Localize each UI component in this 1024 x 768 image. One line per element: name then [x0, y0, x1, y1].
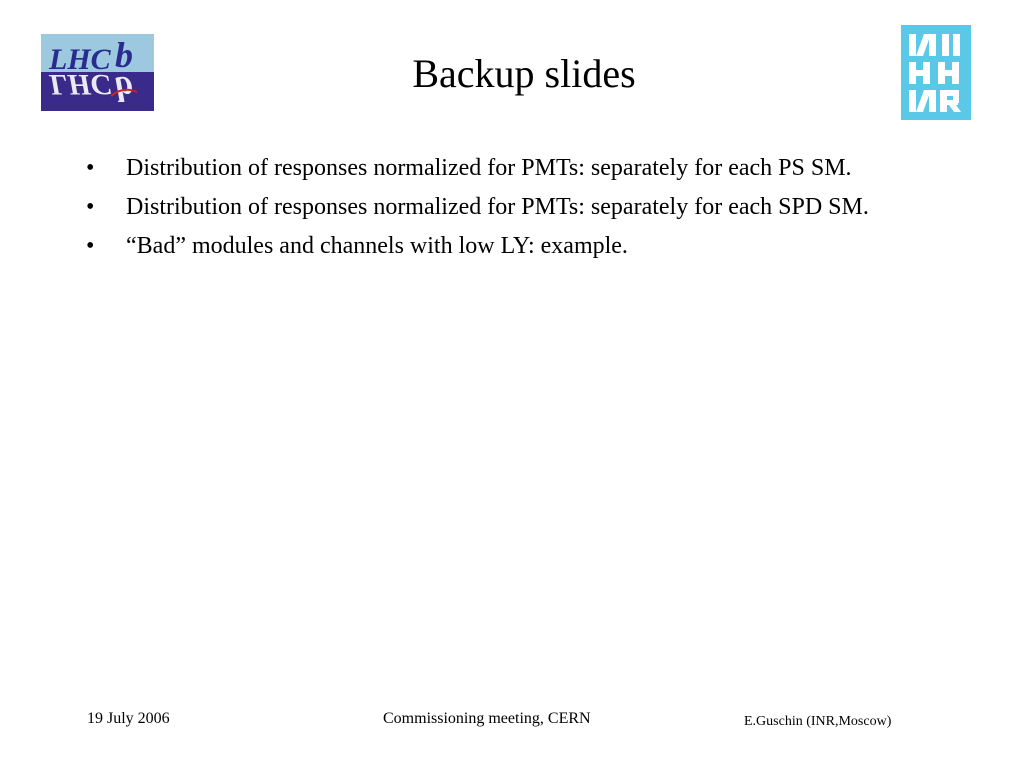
slide-title: Backup slides	[412, 51, 636, 96]
footer-date: 19 July 2006	[87, 710, 170, 727]
footer-author: E.Guschin (INR,Moscow)	[744, 714, 892, 729]
bullet-item	[86, 152, 946, 185]
bullet-text: Distribution of responses normalized for PMTs: separately for each SPD SM.	[126, 194, 869, 220]
inr-logo	[901, 25, 971, 120]
bullet-marker: •	[86, 194, 95, 220]
svg-text:b: b	[115, 69, 133, 109]
svg-text:b: b	[115, 35, 133, 75]
footer-meeting: Commissioning meeting, CERN	[383, 710, 591, 727]
svg-text:LHC: LHC	[49, 68, 111, 101]
bullet-item	[86, 230, 946, 263]
bullet-list	[86, 152, 946, 269]
bullet-text: Distribution of responses normalized for PMTs: separately for each PS SM.	[126, 155, 852, 181]
bullet-item	[86, 191, 946, 224]
bullet-text: “Bad” modules and channels with low LY: example.	[126, 233, 628, 259]
bullet-marker: •	[86, 155, 95, 181]
lhcb-logo	[41, 34, 154, 111]
bullet-marker: •	[86, 233, 95, 259]
svg-text:LHC: LHC	[49, 43, 111, 76]
